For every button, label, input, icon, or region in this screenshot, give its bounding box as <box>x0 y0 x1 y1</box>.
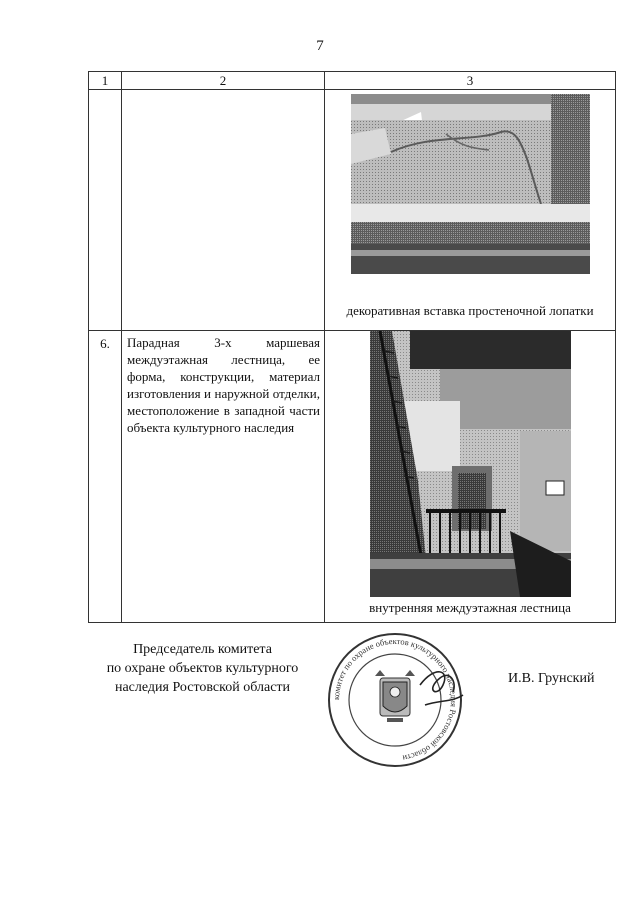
table-row <box>89 331 616 623</box>
signatory-name: И.В. Грунский <box>508 671 595 686</box>
row-description <box>122 90 325 331</box>
header-cell-2: 2 <box>122 72 325 90</box>
header-cell-3: 3 <box>325 72 616 90</box>
position-line: по охране объектов культурного <box>106 661 299 676</box>
signatory-position <box>60 640 345 697</box>
row-description: Парадная 3-х маршевая междуэтажная лестница, ее форма, конструкции, материал изготовления и наружной отделки, местоположение в западной части объекта культурного наследия <box>122 331 325 623</box>
staircase-photo <box>370 331 571 597</box>
page-number: 7 <box>316 38 324 54</box>
photo-cell <box>325 90 616 331</box>
position-line: наследия Ростовской области <box>114 680 291 695</box>
header-cell-1: 1 <box>89 72 122 90</box>
coat-of-arms-icon <box>375 670 415 722</box>
wall-pilaster-photo <box>351 94 590 274</box>
photo-cell <box>325 331 616 623</box>
seal-text: комитет по охране объектов культурного наследия Ростовской области <box>330 635 460 764</box>
table-header-row <box>89 72 616 90</box>
table-row <box>89 90 616 331</box>
position-line: Председатель комитета <box>133 642 272 657</box>
row-number: 6. <box>89 331 122 623</box>
row-number <box>89 90 122 331</box>
heritage-table <box>88 71 616 623</box>
official-seal <box>325 630 465 770</box>
photo-caption: внутренняя междуэтажная лестница <box>369 600 571 615</box>
photo-caption: декоративная вставка простеночной лопатки <box>346 303 594 318</box>
